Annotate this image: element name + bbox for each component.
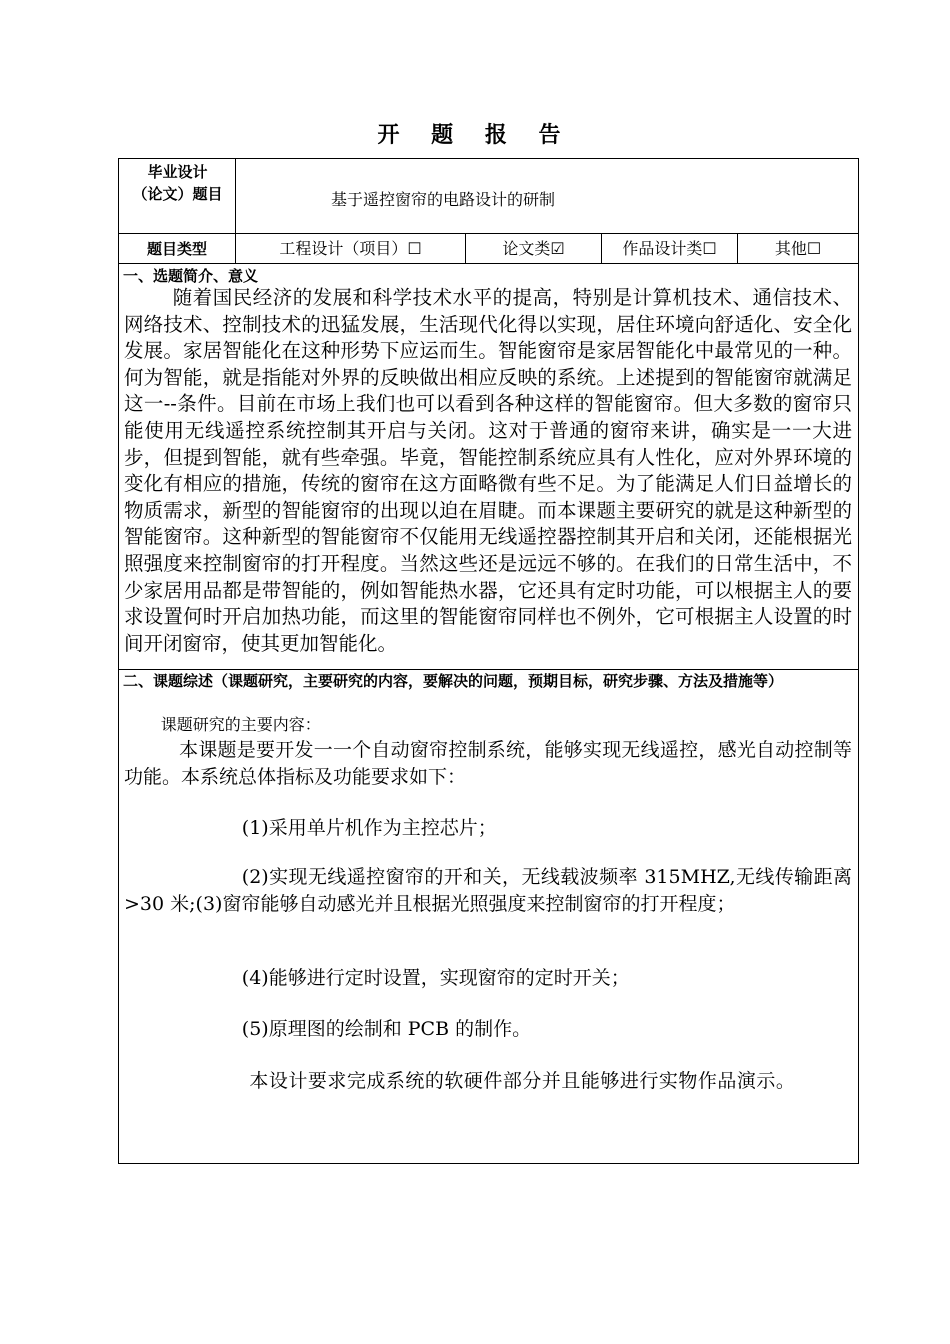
checkbox-unchecked-icon[interactable]: ☐ [407,239,422,258]
requirement-item-4: (4)能够进行定时设置，实现窗帘的定时开关； [241,967,630,989]
row-divider [119,233,858,234]
type-option-label: 工程设计（项目） [279,239,408,258]
section2-intro: 本课题是要开发一一个自动窗帘控制系统，能够实现无线遥控，感光自动控制等功能。本系统总体指标及功能要求如下： [124,739,852,788]
requirement-item-1: (1)采用单片机作为主控芯片； [241,817,497,839]
section1-heading: 一、选题简介、意义 [123,267,259,285]
checkbox-unchecked-icon[interactable]: ☐ [702,239,717,258]
topic-label-line1: 毕业设计 [147,163,208,181]
type-option-work-design[interactable] [602,237,737,261]
section1-body: 随着国民经济的发展和科学技术水平的提高，特别是计算机技术、通信技术、网络技术、控制技术的迅猛发展，生活现代化得以实现，居住环境向舒适化、安全化发展。家居智能化在这种形势下应运而生。智能窗帘是家居智能化中最常见的一种。何为智能，就是指能对外界的反映做出相应反映的系统。上述提到的智能窗帘就满足这一--条件。目前在市场上我们也可以看到各种这样的智能窗帘。但大多数的窗帘只能使用无线遥控系统控制其开启与关闭。这对于普通的窗帘来讲，确实是一一大进步，但提到智能，就有些牵强。毕竟，智能控制系统应具有人性化，应对外界环境的变化有相应的措施，传统的窗帘在这方面略微有些不足。为了能满足人们日益增长的物质需求，新型的智能窗帘的出现以迫在眉睫。而本课题主要研究的就是这种新型的智能窗帘。这种新型的智能窗帘不仅能用无线遥控器控制其开启和关闭，还能根据光照强度来控制窗帘的打开程度。当然这些还是远远不够的。在我们的日常生活中，不少家居用品都是带智能的，例如智能热水器，它还具有定时功能，可以根据主人的要求设置何时开启加热功能，而这里的智能窗帘同样也不例外，它可根据主人设置的时间开闭窗帘，使其更加智能化。 [124,286,852,655]
type-option-label: 论文类 [502,239,551,258]
type-option-label: 作品设计类 [622,239,703,258]
requirement-item-5: (5)原理图的绘制和 PCB 的制作。 [241,1018,532,1040]
type-option-label: 其他 [774,239,807,258]
type-label: 题目类型 [146,240,207,258]
topic-label-line2: （论文）题目 [132,185,223,203]
checkbox-unchecked-icon[interactable]: ☐ [806,239,822,258]
section2-subheading: 课题研究的主要内容： [160,715,321,734]
type-option-other[interactable] [738,237,858,261]
section2-closing: 本设计要求完成系统的软硬件部分并且能够进行实物作品演示。 [249,1070,796,1092]
section2-heading: 二、课题综述（课题研究，主要研究的内容，要解决的问题，预期目标，研究步骤、方法及措施等） [123,672,784,690]
topic-label [119,161,236,205]
row-divider [119,669,858,670]
requirement-item-2-3: (2)实现无线遥控窗帘的开和关，无线载波频率 315MHZ,无线传输距离>30 米;(3)窗帘能够自动感光并且根据光照强度来控制窗帘的打开程度； [124,866,852,915]
checkbox-checked-icon[interactable]: ☑ [550,239,565,258]
page-title: 开 题 报 告 [377,123,573,148]
type-option-engineering[interactable] [236,237,465,261]
proposal-form-table [118,158,859,1164]
type-option-thesis[interactable] [466,237,601,261]
topic-value: 基于遥控窗帘的电路设计的研制 [331,190,556,209]
row-divider [119,263,858,264]
